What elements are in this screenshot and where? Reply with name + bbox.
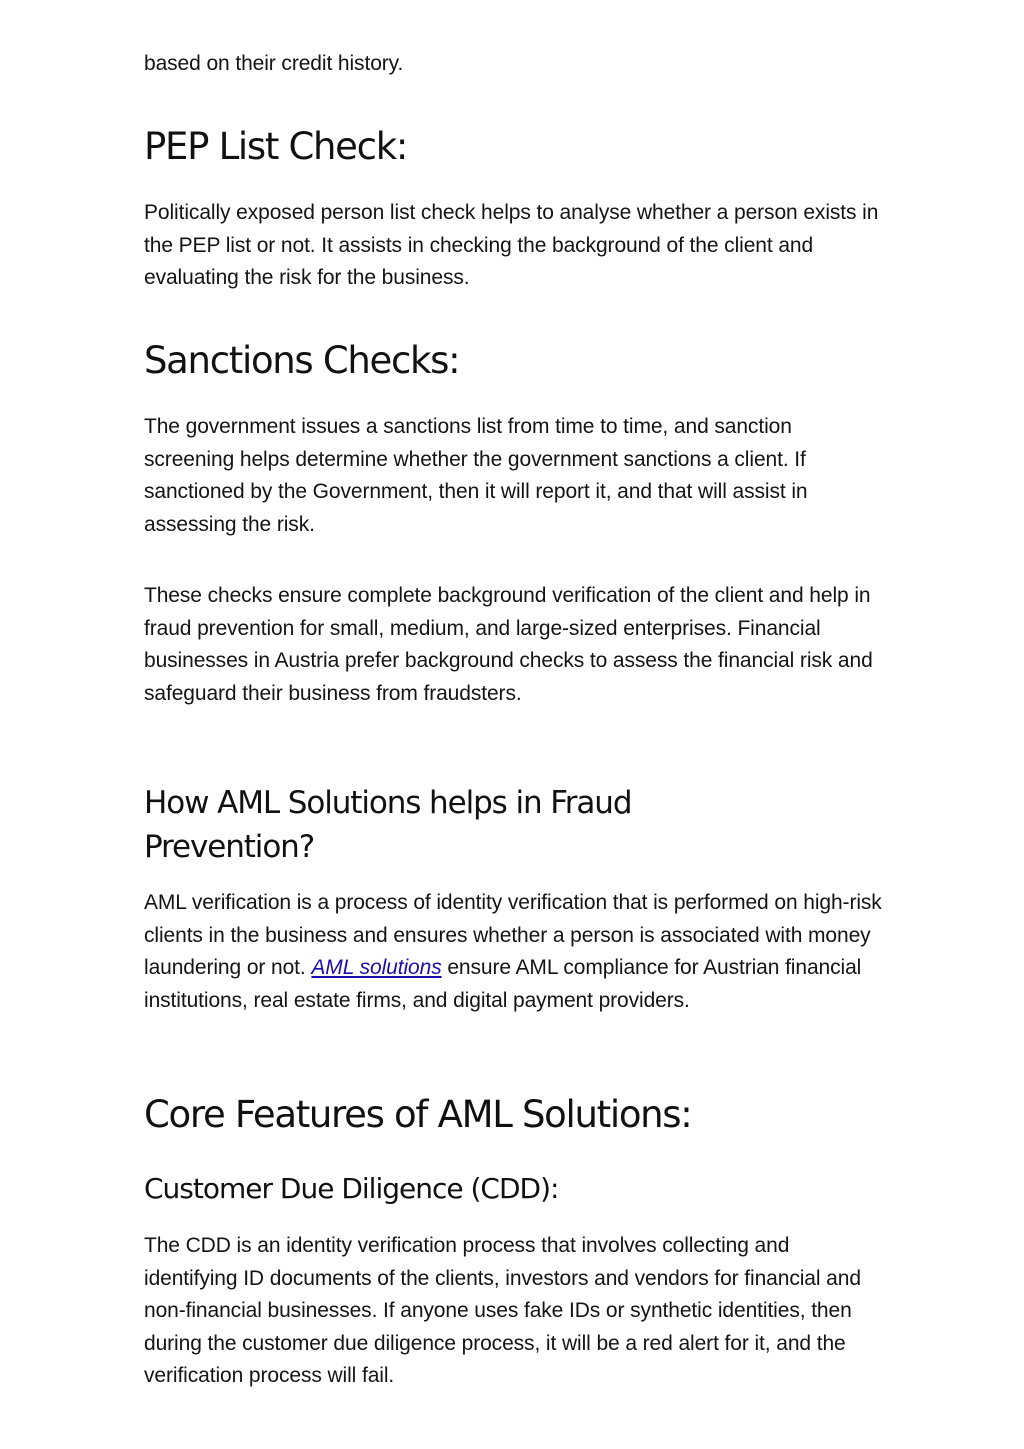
aml-fraud-heading-line1: How AML Solutions helps in Fraud [144,785,632,821]
cdd-body: The CDD is an identity verification process that involves collecting and identifying ID documents of the clients, investors and vendors for financial and non-financial businesses. If anyone uses fake IDs or synthetic identities, then during the customer due diligence process, it will be a red alert for it, and the verification process will fail. [144,1234,861,1388]
aml-fraud-body-after-link: ensure AML compliance for Austrian financial institutions, real estate firms, and digital payment providers. [144,956,862,1012]
cdd-heading: Customer Due Diligence (CDD): [144,1172,559,1205]
pep-body: Politically exposed person list check helps to analyse whether a person exists in the PEP list or not. It assists in checking the background of the client and evaluating the risk for the business. [144,201,879,290]
core-features-heading: Core Features of AML Solutions: [144,1093,692,1136]
aml-solutions-link[interactable]: AML solutions [311,956,442,980]
pep-heading: PEP List Check: [144,125,407,168]
sanctions-body-2: These checks ensure complete background verification of the client and help in fraud prevention for small, medium, and large-sized enterprises. Financial businesses in Austria prefer background checks to assess the financial risk and safeguard their business from fraudsters. [144,584,873,705]
aml-fraud-heading [144,781,886,869]
aml-fraud-body [144,887,886,1017]
aml-fraud-body-before-link: AML verification is a process of identity verification that is performed on high-risk clients in the business and ensures whether a person is associated with money laundering or not. [144,891,882,980]
aml-fraud-heading-line2: Prevention? [144,829,315,865]
sanctions-body: The government issues a sanctions list from time to time, and sanction screening helps determine whether the government sanctions a client. If sanctioned by the Government, then it will report it, and that will assist in assessing the risk. [144,415,808,536]
sanctions-heading: Sanctions Checks: [144,339,460,382]
intro-tail-text: based on their credit history. [144,52,404,75]
